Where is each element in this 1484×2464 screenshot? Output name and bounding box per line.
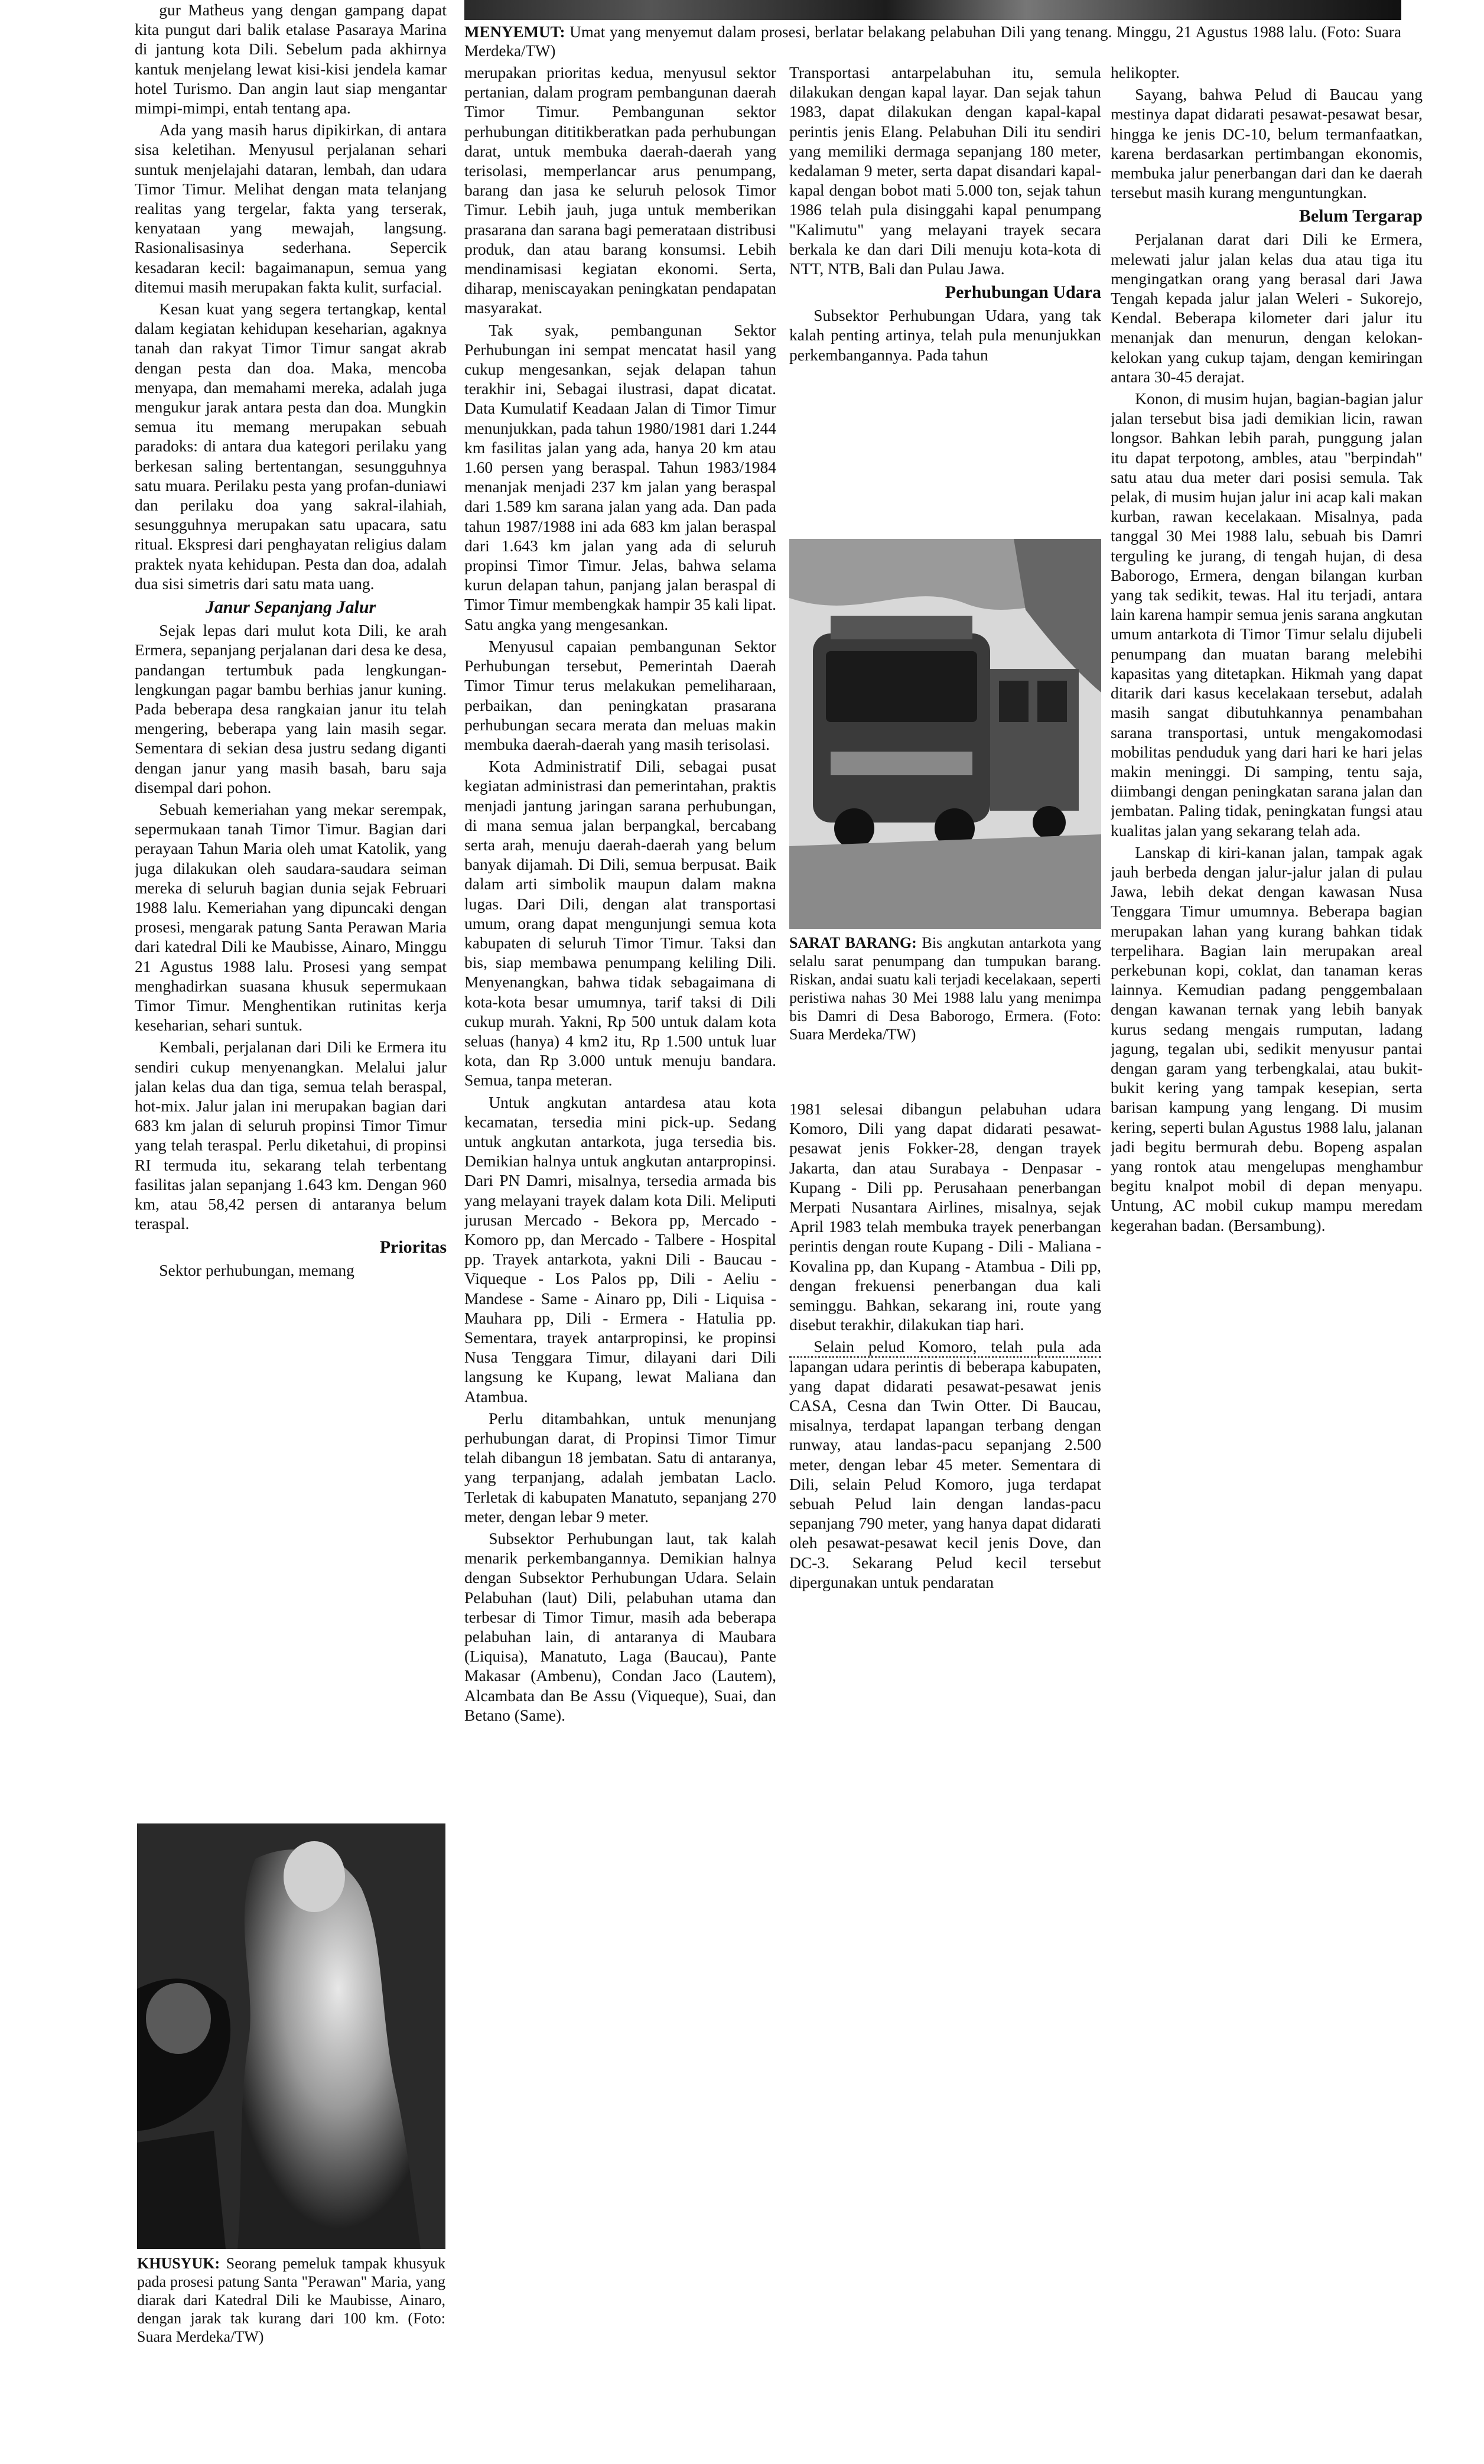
top-caption-text: Umat yang menyemut dalam prosesi, berlatar belakang pelabuhan Dili yang tenang. Minggu, 21 Agustus 1988 lalu. (Foto: Suara Merdeka/TW) (464, 23, 1401, 60)
top-photo-caption (464, 22, 1401, 60)
photo-khusyuk (137, 1823, 445, 2249)
column-end-rule (789, 1356, 1101, 1359)
paragraph: gur Matheus yang dengan gampang dapat kita pungut dari balik etalase Pasaraya Marina di jantung kota Dili. Sebelum pada akhirnya kantuk menjelang lewat kisi-kisi jendela kamar hotel Turismo. Dan angin laut siap mengantar mimpi-mimpi, entah tentang apa. (135, 1, 447, 118)
subhead-perhubungan-udara: Perhubungan Udara (945, 282, 1101, 303)
article-column-1 (135, 0, 447, 1773)
paragraph: Sebuah kemeriahan yang mekar serempak, sepermukaan tanah Timor Timur. Bagian dari perayaan Tahun Maria oleh umat Katolik, yang juga dilakukan oleh saudara-saudara seiman mereka di seluruh bagian dunia sejak Februari 1988 lalu. Kemeriahan yang dipuncaki dengan prosesi, mengarak patung Santa Perawan Maria dari katedral Dili ke Maubisse, Ainaro, Minggu 21 Agustus 1988 lalu. Prosesi yang sempat menghadirkan suasana khusuk sepermukaan Timor Timur. Menghentikan rutinitas kerja keseharian, sehari suntuk. (135, 799, 447, 1035)
paragraph: Ada yang masih harus dipikirkan, di antara sisa keletihan. Menyusul perjalanan sehari suntuk menjelajahi dataran, lembah, dan udara Timor Timur. Melihat dengan mata telanjang realitas yang tergelar, fakta yang terserak, kenyataan yang mewajah, langsung. Rasionalisasinya sederhana. Sepercik kesadaran kecil: bagaimanapun, semua yang ditemui masih merupakan fakta kulit, surfacial. (135, 121, 447, 296)
paragraph: Sejak lepas dari mulut kota Dili, ke arah Ermera, sepanjang perjalanan dari desa ke desa, pandangan tertumbuk pada lengkungan-lengkungan pagar bambu berhias janur kuning. Pada beberapa desa rangkaian janur itu telah mengering, beberapa yang lain masih segar. Sementara di sekian desa justru sedang diganti dengan janur yang masih basah, baru saja disempal dari pohon. (135, 621, 447, 797)
article-column-2 (464, 63, 776, 2414)
paragraph: Untuk angkutan antardesa atau kota kecamatan, tersedia mini pick-up. Sedang untuk angkutan antarkota, juga tersedia bis. Demikian halnya untuk angkutan antarpropinsi. Dari PN Damri, misalnya, tersedia armada bis yang melayani trayek dalam kota Dili. Meliputi jurusan Mercado - Bekora pp, Mercado - Komoro pp, dan Mercado - Talbere - Hospital pp. Trayek antarkota, yakni Dili - Baucau - Viqueque - Los Palos pp, Dili - Aeliu - Mandese - Same - Ainaro pp, Dili - Liquisa - Mauhara pp, Dili - Ermera - Hatulia pp. Sementara, trayek antarpropinsi, ke propinsi Nusa Tenggara Timur, dilayani dari Dili langsung ke Kupang, lewat Maliana dan Atambua. (464, 1093, 776, 1406)
paragraph: Sayang, bahwa Pelud di Baucau yang mestinya dapat didarati pesawat-pesawat besar, hingga ke jenis DC-10, belum termanfaatkan, karena berdasarkan pertimbangan ekonomis, membuka jalur penerbangan dari dan ke daerah tersebut masih kurang menguntungkan. (1111, 85, 1423, 202)
paragraph: Sektor perhubungan, memang (159, 1261, 354, 1280)
photo-khusyuk-image (137, 1823, 445, 2249)
paragraph: Subsektor Perhubungan Udara, yang tak kalah penting artinya, telah pula menunjukkan perkembangannya. Pada tahun (789, 306, 1101, 364)
photo-khusyuk-caption (137, 2254, 445, 2346)
photo-bus-image (789, 539, 1101, 929)
paragraph: Lanskap di kiri-kanan jalan, tampak agak jauh berbeda dengan jalur-jalur jalan di pulau Jawa, lebih dekat dengan kawasan Nusa Tenggara Timur umumnya. Beberapa bagian merupakan lahan yang kurang bahkan tidak terpelihara. Bagian lain merupakan areal perkebunan kopi, coklat, dan tanaman keras lainnya. Kemudian padang penggembalaan dengan kawanan ternak yang lebih banyak kurus sedang mengais rumputan, ladang jagung, tegalan ubi, sedikit menyusur pantai dengan garam yang terbengkalai, atau bukit-bukit kering yang tampak kesepian, serta barisan kampung yang lengang. Di musim kering, seperti bulan Agustus 1988 lalu, jalanan jadi begitu bermurah debu. Bopeng aspalan yang rontok atau mengelupas menghambur begitu knalpot mobil di depan menyapu. Untung, AC mobil cukup mampu meredam kegerahan badan. (Bersambung). (1111, 843, 1423, 1234)
paragraph: Transportasi antarpelabuhan itu, semula dilakukan dengan kapal layar. Dan sejak tahun 1983, dapat dilakukan dengan kapal-kapal perintis jenis Elang. Pelabuhan Dili itu sendiri yang memiliki dermaga sepanjang 180 meter, kedalaman 9 meter, serta dapat disandari kapal-kapal dengan bobot mati 5.000 ton, sejak tahun 1986 telah pula disinggahi kapal penumpang "Kalimutu" yang melayani trayek secara berkala ke dan dari Dili menuju kota-kota di NTT, NTB, Bali dan Pulau Jawa. (789, 63, 1101, 278)
top-photo-strip (464, 0, 1401, 20)
photo-bus-caption (789, 934, 1101, 1044)
paragraph: Tak syak, pembangunan Sektor Perhubungan ini sempat mencatat hasil yang cukup mengesankan, sejak delapan tahun terakhir ini, Sebagai ilustrasi, dapat dicatat. Data Kumulatif Keadaan Jalan di Timor Timur menunjukkan, pada tahun 1980/1981 dari 1.244 km fasilitas jalan yang ada, hanya 20 km atau 1.60 persen yang beraspal. Tahun 1983/1984 menanjak menjadi 237 km jalan yang beraspal dari 1.589 km sarana jalan yang ada. Dan pada tahun 1987/1988 ini ada 683 km jalan beraspal dari 1.643 km jalan yang ada di seluruh propinsi Timor Timur. Jelas, bahwa selama kurun delapan tahun, panjang jalan beraspal di Timor Timur membengkak hampir 35 kali lipat. Satu angka yang mengesankan. (464, 320, 776, 633)
top-caption-lead: MENYEMUT: (464, 23, 565, 41)
bus-caption-lead: SARAT BARANG: (789, 934, 917, 951)
paragraph: helikopter. (1111, 63, 1180, 82)
article-column-3-bottom (789, 1099, 1101, 2293)
khusyuk-caption-text: Seorang pemeluk tampak khusyuk pada prosesi patung Santa "Perawan" Maria, yang diarak dari Katedral Dili ke Maubisse, Ainaro, dengan jarak tak kurang dari 100 km. (Foto: Suara Merdeka/TW) (137, 2255, 445, 2345)
paragraph: 1981 selesai dibangun pelabuhan udara Komoro, Dili yang dapat didarati pesawat-pesawat jenis Fokker-28, dengan trayek Jakarta, dan atau Surabaya - Denpasar - Kupang - Dili pp. Perusahaan penerbangan Merpati Nusantara Airlines, misalnya, sejak April 1983 telah membuka trayek penerbangan perintis dengan route Kupang - Dili - Maliana - Kovalina pp, dan Kupang - Atambua - Dili pp, dengan frekuensi penerbangan dua kali seminggu. Bahkan, sekarang ini, route yang disebut terakhir, dilakukan tiap hari. (789, 1100, 1101, 1334)
photo-bus (789, 539, 1101, 929)
article-column-4 (1111, 63, 1423, 2308)
paragraph: Kembali, perjalanan dari Dili ke Ermera itu sendiri cukup menyenangkan. Melalui jalur jalan kelas dua dan tiga, semua telah beraspal, hot-mix. Jalur jalan ini merupakan bagian dari 683 km jalan di seluruh propinsi Timor Timur yang telah teraspal. Perlu diketahui, di propinsi RI termuda itu, sekarang telah terbentang fasilitas jalan sepanjang 1.643 km. Dengan 960 km, atau 58,42 persen di antaranya belum teraspal. (135, 1038, 447, 1233)
paragraph: merupakan prioritas kedua, menyusul sektor pertanian, dalam program pembangunan daerah Timor Timur. Pembangunan sektor perhubungan dititikberatkan pada perhubungan darat, untuk membuka daerah-daerah yang terisolasi, memperlancar arus penumpang, barang dan jasa ke seluruh pelosok Timor Timur. Lebih jauh, juga untuk memberikan prasarana dan sarana bagi pemerataan distribusi produk, dan atau barang konsumsi. Lebih mendinamisasi kegiatan ekonomi. Serta, diharap, meniscayakan peningkatan pendapatan masyarakat. (464, 63, 776, 317)
article-column-3-top (789, 63, 1101, 535)
paragraph: Perjalanan darat dari Dili ke Ermera, melewati jalur jalan kelas dua atau tiga itu mengingatkan orang yang berasal dari Jawa Tengah kepada jalur jalan Weleri - Sukorejo, Kendal. Beberapa kilometer dari jalur itu menanjak dan menurun, dengan kelokan-kelokan yang cukup tajam, dengan kemiringan antara 30-45 derajat. (1111, 230, 1423, 386)
subhead-prioritas: Prioritas (379, 1237, 447, 1257)
paragraph: Kesan kuat yang segera tertangkap, kental dalam kegiatan kehidupan keseharian, agaknya tanah dan rakyat Timor Timur sangat akrab dengan pesta dan doa. Maka, mencoba menyapa, dan memahami mereka, adalah juga mengukur jarak antara pesta dan doa. Mungkin semua itu memang merupakan sebuah paradoks: di antara dua kategori perilaku yang berkesan saling bertentangan, sesungguhnya satu muara. Perilaku pesta yang profan-duniawi dan perilaku doa yang sakral-ilahiah, sesungguhnya merupakan satu upacara, satu ritual. Ekspresi dari penghayatan religius dalam praktek nyata kehidupan. Pesta dan doa, adalah dua sisi simetris dari satu mata uang. (135, 300, 447, 593)
paragraph: Konon, di musim hujan, bagian-bagian jalur jalan tersebut bisa jadi demikian licin, rawan longsor. Bahkan lebih parah, punggung jalan itu dapat terpotong, ambles, atau "berpindah" satu atau dua meter dari posisi semula. Tak pelak, di musim hujan jalur ini acap kali makan kurban, rawan kecelakaan. Misalnya, pada tanggal 30 Mei 1988 lalu, sebuah bis Damri terguling ke jurang, di tengah hujan, di desa Baborogo, Ermera, dengan bilangan kurban yang tak sedikit, tewas. Hal itu terjadi, antara lain karena hampir semua jenis sarana angkutan umum antarkota di Timor Timur selalu dijubeli penumpang dan muatan barang melebihi kapasitas yang ditetapkan. Hikmah yang dapat ditarik dari kasus kecelakaan tersebut, adalah masih sangat dibutuhkannya penambahan sarana transportasi, untuk mengakomodasi mobilitas penduduk yang dari hari ke hari jelas makin meninggi. Di samping, tentu saja, diimbangi dengan peningkatan sarana jalan dan jembatan. Paling tidak, peningkatan fungsi atau kualitas jalan yang sekarang telah ada. (1111, 389, 1423, 840)
paragraph: Menyusul capaian pembangunan Sektor Perhubungan tersebut, Pemerintah Daerah Timor Timur terus melakukan pemeliharaan, perbaikan, dan peningkatan prasarana perhubungan secara merata dan meluas makin membuka daerah-daerah yang masih terisolasi. (464, 636, 776, 753)
paragraph: Perlu ditambahkan, untuk menunjang perhubungan darat, di Propinsi Timor Timur telah dibangun 18 jembatan. Satu di antaranya, yang terpanjang, adalah jembatan Laclo. Terletak di kabupaten Manatuto, sepanjang 270 meter, dengan lebar 9 meter. (464, 1409, 776, 1526)
khusyuk-caption-lead: KHUSYUK: (137, 2255, 220, 2272)
paragraph: Kota Administratif Dili, sebagai pusat kegiatan administrasi dan pemerintahan, praktis menjadi jantung jaringan sarana perhubungan, di mana semua jalan berpangkal, bercabang serta arah, menuju daerah-daerah yang belum banyak dijamah. Di Dili, semua berpusat. Baik dalam arti simbolik maupun dalam makna lugas. Dari Dili, dengan alat transportasi umum, orang dapat mengunjungi semua kota kabupaten di seluruh Timor Timur. Taksi dan bis, siap membawa penumpang keliling Dili. Menyenangkan, bahwa tidak sebagaimana di kota-kota besar umumnya, tarif taksi di Dili cukup murah. Yakni, Rp 500 untuk dalam kota seluas (hanya) 4 km2 itu, Rp 1.500 untuk luar kota, dan Rp 3.000 untuk menuju bandara. Semua, tanpa meteran. (464, 757, 776, 1090)
paragraph: Subsektor Perhubungan laut, tak kalah menarik perkembangannya. Demikian halnya dengan Subsektor Perhubungan Udara. Selain Pelabuhan (laut) Dili, pelabuhan utama dan terbesar di Timor Timur, masih ada beberapa pelabuhan lain, di antaranya di Maubara (Liquisa), Manatuto, Laga (Baucau), Pante Makasar (Ambenu), Condan Jaco (Lautem), Alcambata dan Be Assu (Viqueque), Suai, dan Betano (Same). (464, 1529, 776, 1724)
subhead-belum-tergarap: Belum Tergarap (1298, 206, 1423, 226)
paragraph: Selain pelud Komoro, telah pula ada lapangan udara perintis di beberapa kabupaten, yang dapat didarati pesawat-pesawat jenis CASA, Cesna dan Twin Otter. Di Baucau, misalnya, terdapat lapangan terbang dengan runway, atau landas-pacu sepanjang 2.500 meter, dengan lebar 45 meter. Sementara di Dili, selain Pelud Komoro, juga terdapat sebuah Pelud lain dengan landas-pacu sepanjang 790 meter, yang hanya dapat didarati oleh pesawat-pesawat kecil jenis Dove, dan DC-3. Sekarang Pelud kecil tersebut dipergunakan untuk pendaratan (789, 1337, 1101, 1591)
bus-caption-text: Bis angkutan antarkota yang selalu sarat penumpang dan tumpukan barang. Riskan, andai suatu kali terjadi kecelakaan, seperti peristiwa nahas 30 Mei 1988 lalu yang menimpa bis Damri di Desa Baborogo, Ermera. (Foto: Suara Merdeka/TW) (789, 934, 1101, 1043)
subhead-janur: Janur Sepanjang Jalur (205, 597, 376, 617)
